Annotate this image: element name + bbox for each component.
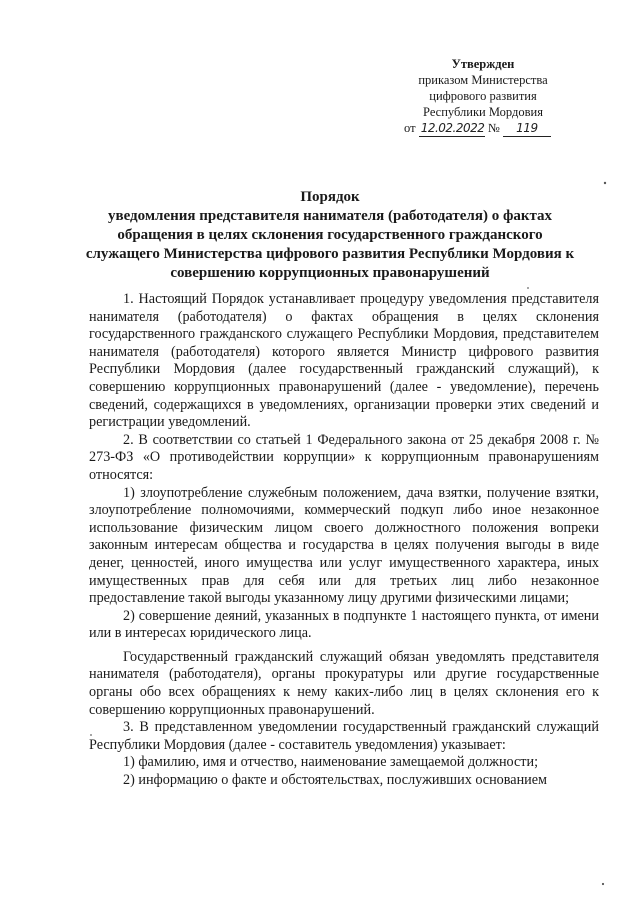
approval-line-1: приказом Министерства [418,73,548,87]
paragraph-2: 2. В соответствии со статьей 1 Федерального закона от 25 декабря 2008 г. № 273-ФЗ «О противодействии коррупции» к коррупционным правонарушениям относятся: [89,431,599,483]
subitem-3-1: 1) фамилию, имя и отчество, наименование замещаемой должности; [123,754,539,771]
scan-speck [604,182,606,184]
date-prefix: от [404,121,416,135]
title-line-1: уведомления представителя нанимателя (работодателя) о фактах [107,208,553,224]
title-line-2: обращения в целях склонения государственного гражданского [117,227,543,243]
approval-line-2: цифрового развития [429,89,537,103]
document-body [89,291,599,790]
scan-speck [602,883,604,885]
subitem-2: 2) совершение деяний, указанных в подпункте 1 настоящего пункта, от имени или в интересах юридического лица. [89,607,599,642]
title-line-4: совершению коррупционных правонарушений [170,265,490,281]
scan-speck [527,287,529,289]
subitem-1: 1) злоупотребление служебным положением, дача взятки, получение взятки, злоупотребление полномочиями, коммерческий подкуп либо иное незаконное использование физическим лицом своего должностного положения вопреки законным интересам общества и государства в целях получения выгоды в виде денег, ценностей, иного имущества или услуг имущественного характера, иных имущественных прав для себя или для третьих лиц либо незаконное предоставление такой выгоды указанному лицу другими физическими лицами; [89,484,599,607]
approval-line-3: Республики Мордовия [423,105,543,119]
title-line-0: Порядок [300,189,360,205]
paragraph-3: 3. В представленном уведомлении государственный гражданский служащий Республики Мордовия (далее - составитель уведомления) указывает: [89,719,599,753]
approval-order-line [398,120,568,137]
handwritten-number: 119 [503,120,551,137]
approval-heading: Утвержден [451,57,515,71]
handwritten-date: 12.02.2022 [420,121,485,135]
document-title [80,188,580,283]
subitem-3-2: 2) информацию о факте и обстоятельствах, послуживших основанием [123,772,548,789]
title-line-3: служащего Министерства цифрового развития Республики Мордовия к [85,246,575,262]
number-prefix: № [487,121,500,135]
paragraph-1: 1. Настоящий Порядок устанавливает процедуру уведомления представителя нанимателя (работодателя) о фактах обращения в целях склонения государственного гражданского служащего Республики Мордовия, представителем нанимателя (работодателя) которого является Министр цифрового развития Республики Мордовия (далее государственный гражданский служащий), к совершению коррупционных правонарушений (далее - уведомление), перечень сведений, содержащихся в уведомлениях, организации проверки этих сведений и регистрации уведомлений. [89,291,599,431]
approval-block [398,56,568,137]
paragraph-obligation: Государственный гражданский служащий обязан уведомлять представителя нанимателя (работодателя), органы прокуратуры или другие государственные органы обо всех обращениях к нему каких-либо лиц в целях склонения его к совершению коррупционных правонарушений. [89,648,599,718]
